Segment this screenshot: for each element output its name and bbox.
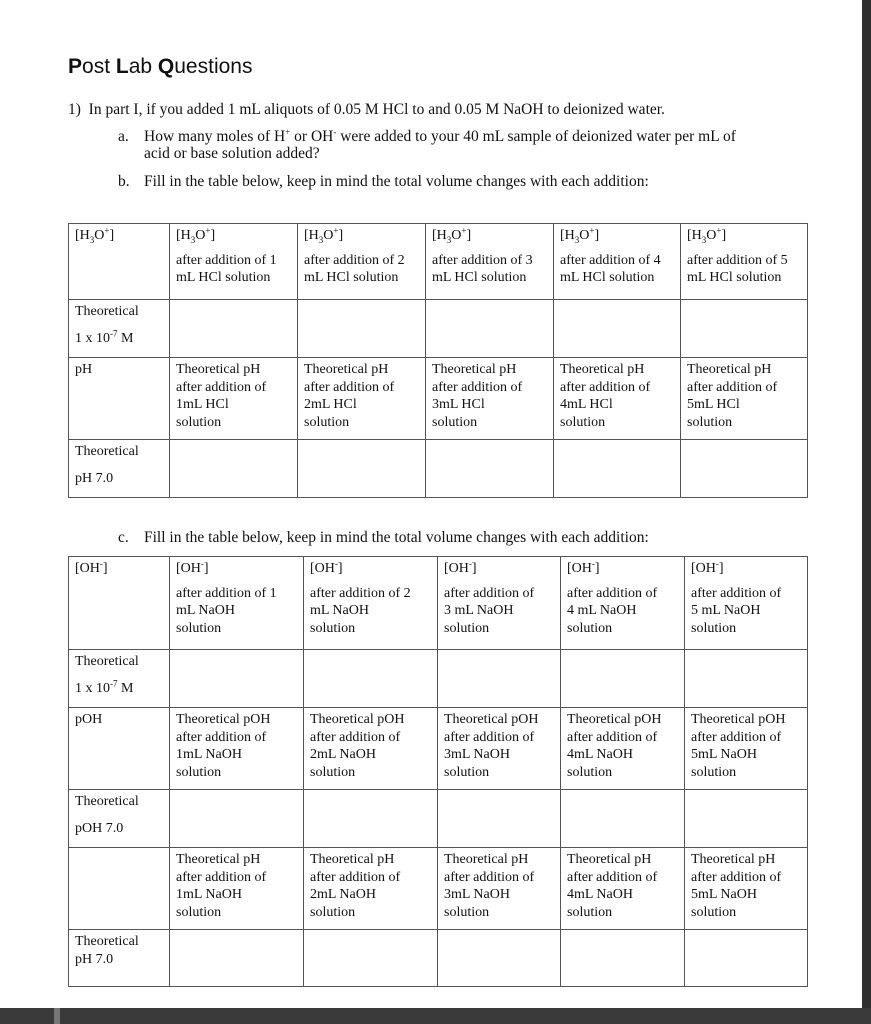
subscript-3: 3 xyxy=(574,234,580,245)
close-bracket: ] xyxy=(718,561,724,576)
row-label: Theoretical xyxy=(75,444,139,459)
answer-cell[interactable] xyxy=(561,930,685,987)
table-cell xyxy=(304,708,438,790)
answer-cell[interactable] xyxy=(681,300,808,358)
table-row xyxy=(69,650,808,708)
question-1b-text: Fill in the table below, keep in mind the total volume changes with each addition: xyxy=(144,173,649,190)
table-cell xyxy=(69,300,170,358)
oxygen: O xyxy=(451,228,462,243)
cell-line: after addition of xyxy=(567,869,658,885)
cell-line: solution xyxy=(691,764,737,780)
cell-line: solution xyxy=(560,414,606,430)
title-letter-q: Q xyxy=(157,55,175,78)
conc-unit: M xyxy=(117,330,134,346)
question-1a-text-1: How many moles of H xyxy=(144,128,286,145)
table-cell xyxy=(69,930,170,987)
sup-minus: - xyxy=(591,558,595,569)
cell-line: after addition of xyxy=(444,869,535,885)
sup-plus: + xyxy=(205,225,211,236)
sup-plus: + xyxy=(461,225,467,236)
header-line: after addition of 4 xyxy=(560,252,661,268)
table-cell xyxy=(170,358,298,440)
cell-line: Theoretical pOH xyxy=(567,712,662,727)
cell-line: solution xyxy=(444,904,490,920)
table-cell xyxy=(561,708,685,790)
table-cell xyxy=(69,708,170,790)
oh-bracket: [OH xyxy=(567,561,592,576)
viewer-bottom-edge xyxy=(0,1008,871,1024)
header-line: solution xyxy=(444,620,490,636)
cell-line: solution xyxy=(176,414,222,430)
cell-line: Theoretical pH xyxy=(304,362,389,377)
cell-line: after addition of xyxy=(560,379,651,395)
cell-line: 1mL NaOH xyxy=(176,887,242,902)
answer-cell[interactable] xyxy=(438,930,561,987)
sup-plus: + xyxy=(716,225,722,236)
cell-line: after addition of xyxy=(432,379,523,395)
cell-line: 2mL NaOH xyxy=(310,887,376,902)
table-cell xyxy=(438,557,561,650)
row-label: Theoretical xyxy=(75,304,139,319)
header-line: 5 mL NaOH xyxy=(691,603,761,618)
answer-cell[interactable] xyxy=(298,300,426,358)
cell-line: 1mL HCl xyxy=(176,397,229,412)
close-bracket: ] xyxy=(721,228,727,243)
conc-exponent: -7 xyxy=(110,327,118,338)
conc-unit: M xyxy=(117,680,134,696)
answer-cell[interactable] xyxy=(304,930,438,987)
sup-minus: - xyxy=(200,558,204,569)
title-part-ost: ost xyxy=(82,55,116,78)
oh-bracket: [OH xyxy=(691,561,716,576)
conc-text: 1 x 10 xyxy=(75,680,110,696)
subscript-3: 3 xyxy=(446,234,452,245)
cell-line: 2mL HCl xyxy=(304,397,357,412)
cell-line: solution xyxy=(687,414,733,430)
cell-line: after addition of xyxy=(691,729,782,745)
cell-line: after addition of xyxy=(176,379,267,395)
header-line: mL HCl solution xyxy=(176,270,271,285)
cell-line: 3mL NaOH xyxy=(444,747,510,762)
oh-bracket: [OH xyxy=(176,561,201,576)
sup-plus: + xyxy=(589,225,595,236)
table-cell xyxy=(298,224,426,300)
header-line: after addition of 3 xyxy=(432,252,533,268)
subscript-3: 3 xyxy=(318,234,324,245)
cell-line: Theoretical pOH xyxy=(691,712,786,727)
oxygen: O xyxy=(195,228,206,243)
cell-line: after addition of xyxy=(176,869,267,885)
question-1-number: 1) xyxy=(68,101,81,118)
row-label-line2: pOH 7.0 xyxy=(75,820,124,836)
cell-line: Theoretical pH xyxy=(691,852,776,867)
oxygen: O xyxy=(323,228,334,243)
answer-cell[interactable] xyxy=(170,790,304,848)
question-1c xyxy=(118,529,649,547)
table-cell xyxy=(438,848,561,930)
cell-line: solution xyxy=(304,414,350,430)
answer-cell[interactable] xyxy=(426,440,554,498)
question-1a-text-2: or OH xyxy=(290,128,334,145)
table-cell xyxy=(561,848,685,930)
h3o-bracket: [H xyxy=(304,228,319,243)
answer-cell[interactable] xyxy=(304,790,438,848)
question-1a-label: a. xyxy=(118,128,129,145)
cell-line: 2mL NaOH xyxy=(310,747,376,762)
cell-line: solution xyxy=(691,904,737,920)
header-line: 4 mL NaOH xyxy=(567,603,637,618)
cell-line: after addition of xyxy=(691,869,782,885)
header-line: mL NaOH xyxy=(176,603,235,618)
oxygen: O xyxy=(706,228,717,243)
oxygen: O xyxy=(94,228,105,243)
sup-minus: - xyxy=(99,558,103,569)
header-line: mL HCl solution xyxy=(304,270,399,285)
answer-cell[interactable] xyxy=(554,440,681,498)
table-row xyxy=(69,557,808,650)
table-cell xyxy=(69,440,170,498)
h3o-bracket: [H xyxy=(560,228,575,243)
cell-line: solution xyxy=(176,904,222,920)
header-line: mL HCl solution xyxy=(687,270,782,285)
cell-line: after addition of xyxy=(176,729,267,745)
cell-line: after addition of xyxy=(687,379,778,395)
answer-cell[interactable] xyxy=(561,790,685,848)
table-cell xyxy=(69,224,170,300)
header-line: solution xyxy=(567,620,613,636)
cell-line: 5mL NaOH xyxy=(691,747,757,762)
cell-line: solution xyxy=(176,764,222,780)
table-cell xyxy=(426,224,554,300)
header-line: solution xyxy=(691,620,737,636)
cell-line: Theoretical pOH xyxy=(444,712,539,727)
header-line: mL HCl solution xyxy=(560,270,655,285)
subscript-3: 3 xyxy=(190,234,196,245)
table-cell xyxy=(69,650,170,708)
table-hydroxide xyxy=(68,556,808,987)
close-bracket: ] xyxy=(210,228,216,243)
cell-line: 4mL NaOH xyxy=(567,747,633,762)
oh-bracket: [OH xyxy=(75,561,100,576)
question-1b xyxy=(118,173,649,191)
header-line: after addition of 1 xyxy=(176,585,277,601)
table-row xyxy=(69,790,808,848)
table-row xyxy=(69,440,808,498)
cell-line: 3mL HCl xyxy=(432,397,485,412)
cell-line: solution xyxy=(567,764,613,780)
cell-line: Theoretical pH xyxy=(176,362,261,377)
question-1c-label: c. xyxy=(118,529,129,546)
close-bracket: ] xyxy=(102,561,108,576)
answer-cell[interactable] xyxy=(561,650,685,708)
answer-cell[interactable] xyxy=(681,440,808,498)
row-label: Theoretical xyxy=(75,654,139,669)
close-bracket: ] xyxy=(203,561,209,576)
cell-line: after addition of xyxy=(310,729,401,745)
cell-line: Theoretical pH xyxy=(567,852,652,867)
title-part-uestions: uestions xyxy=(174,55,253,78)
table-cell xyxy=(426,358,554,440)
header-line: after addition of xyxy=(567,585,658,601)
oh-bracket: [OH xyxy=(444,561,469,576)
table-cell xyxy=(69,790,170,848)
conc-exponent: -7 xyxy=(110,677,118,688)
title-letter-p: P xyxy=(68,55,83,78)
table-cell xyxy=(170,557,304,650)
table-cell xyxy=(685,848,808,930)
cell-line: 1mL NaOH xyxy=(176,747,242,762)
page-title xyxy=(68,55,252,79)
table-cell xyxy=(304,848,438,930)
table-cell xyxy=(69,557,170,650)
header-line: after addition of xyxy=(691,585,782,601)
cell-line: after addition of xyxy=(444,729,535,745)
h3o-bracket: [H xyxy=(432,228,447,243)
viewer-scroll-edge xyxy=(862,0,871,1024)
question-1a xyxy=(118,128,736,162)
row-label: pOH xyxy=(75,712,103,727)
title-letter-l: L xyxy=(115,55,129,78)
cell-line: solution xyxy=(310,904,356,920)
header-line: after addition of 2 xyxy=(310,585,411,601)
cell-line: Theoretical pOH xyxy=(310,712,405,727)
question-1a-sup-plus: + xyxy=(285,126,291,137)
row-label: pH xyxy=(75,362,93,377)
sup-minus: - xyxy=(468,558,472,569)
answer-cell[interactable] xyxy=(298,440,426,498)
answer-cell[interactable] xyxy=(554,300,681,358)
question-1a-text-4: acid or base solution added? xyxy=(144,145,320,162)
cell-line: solution xyxy=(310,764,356,780)
table-cell xyxy=(69,358,170,440)
table-cell xyxy=(554,358,681,440)
sup-minus: - xyxy=(715,558,719,569)
header-line: after addition of 1 xyxy=(176,252,277,268)
row-label-line2: pH 7.0 xyxy=(75,470,114,486)
h3o-bracket: [H xyxy=(75,228,90,243)
cell-line: 4mL NaOH xyxy=(567,887,633,902)
header-line: mL NaOH xyxy=(310,603,369,618)
table-row xyxy=(69,358,808,440)
answer-cell[interactable] xyxy=(170,300,298,358)
answer-cell[interactable] xyxy=(685,930,808,987)
answer-cell[interactable] xyxy=(685,790,808,848)
row-label: Theoretical xyxy=(75,934,139,949)
h3o-bracket: [H xyxy=(176,228,191,243)
question-1c-text: Fill in the table below, keep in mind the total volume changes with each addition: xyxy=(144,529,649,546)
cell-line: Theoretical pH xyxy=(687,362,772,377)
table-cell xyxy=(561,557,685,650)
table-row xyxy=(69,708,808,790)
answer-cell[interactable] xyxy=(438,650,561,708)
oh-bracket: [OH xyxy=(310,561,335,576)
table-cell xyxy=(438,708,561,790)
answer-cell[interactable] xyxy=(685,650,808,708)
table-row xyxy=(69,848,808,930)
title-part-ab: ab xyxy=(128,55,158,78)
table-cell xyxy=(304,557,438,650)
header-line: after addition of 2 xyxy=(304,252,405,268)
row-label-line2: pH 7.0 xyxy=(75,951,114,967)
question-1a-sup-minus: - xyxy=(333,126,337,137)
sup-plus: + xyxy=(104,225,110,236)
table-row xyxy=(69,224,808,300)
cell-line: after addition of xyxy=(310,869,401,885)
cell-line: 3mL NaOH xyxy=(444,887,510,902)
table-cell xyxy=(685,708,808,790)
cell-line: Theoretical pH xyxy=(176,852,261,867)
table-cell xyxy=(170,848,304,930)
cell-line: Theoretical pOH xyxy=(176,712,271,727)
table-hydronium xyxy=(68,223,808,498)
subscript-3: 3 xyxy=(89,234,95,245)
cell-line: 5mL HCl xyxy=(687,397,740,412)
close-bracket: ] xyxy=(594,561,600,576)
conc-text: 1 x 10 xyxy=(75,330,110,346)
cell-line: after addition of xyxy=(567,729,658,745)
cell-line: Theoretical pH xyxy=(444,852,529,867)
question-1a-text-3: were added to your 40 mL sample of deionized water per mL of xyxy=(336,128,736,145)
table-cell xyxy=(298,358,426,440)
table-cell xyxy=(681,358,808,440)
question-1-text: In part I, if you added 1 mL aliquots of 0.05 M HCl to and 0.05 M NaOH to deionized water. xyxy=(88,101,665,118)
cell-line: 5mL NaOH xyxy=(691,887,757,902)
header-line: after addition of xyxy=(444,585,535,601)
table-cell xyxy=(170,224,298,300)
table-cell xyxy=(69,848,170,930)
answer-cell[interactable] xyxy=(304,650,438,708)
cell-line: Theoretical pH xyxy=(560,362,645,377)
cell-line: solution xyxy=(567,904,613,920)
table-cell xyxy=(170,708,304,790)
answer-cell[interactable] xyxy=(426,300,554,358)
close-bracket: ] xyxy=(338,228,344,243)
row-label: Theoretical xyxy=(75,794,139,809)
subscript-3: 3 xyxy=(701,234,707,245)
cell-line: after addition of xyxy=(304,379,395,395)
page-separator xyxy=(54,1008,60,1024)
table-cell xyxy=(685,557,808,650)
oxygen: O xyxy=(579,228,590,243)
question-1 xyxy=(68,101,665,119)
close-bracket: ] xyxy=(337,561,343,576)
close-bracket: ] xyxy=(471,561,477,576)
answer-cell[interactable] xyxy=(170,930,304,987)
cell-line: Theoretical pH xyxy=(432,362,517,377)
cell-line: 4mL HCl xyxy=(560,397,613,412)
cell-line: Theoretical pH xyxy=(310,852,395,867)
table-row xyxy=(69,300,808,358)
header-line: mL HCl solution xyxy=(432,270,527,285)
answer-cell[interactable] xyxy=(170,650,304,708)
table-cell xyxy=(681,224,808,300)
cell-line: solution xyxy=(432,414,478,430)
question-1b-label: b. xyxy=(118,173,130,190)
sup-minus: - xyxy=(334,558,338,569)
h3o-bracket: [H xyxy=(687,228,702,243)
close-bracket: ] xyxy=(109,228,115,243)
header-line: 3 mL NaOH xyxy=(444,603,514,618)
table-row xyxy=(69,930,808,987)
cell-line: solution xyxy=(444,764,490,780)
answer-cell[interactable] xyxy=(438,790,561,848)
close-bracket: ] xyxy=(466,228,472,243)
header-line: solution xyxy=(310,620,356,636)
answer-cell[interactable] xyxy=(170,440,298,498)
sup-plus: + xyxy=(333,225,339,236)
table-cell xyxy=(554,224,681,300)
header-line: solution xyxy=(176,620,222,636)
header-line: after addition of 5 xyxy=(687,252,788,268)
close-bracket: ] xyxy=(594,228,600,243)
